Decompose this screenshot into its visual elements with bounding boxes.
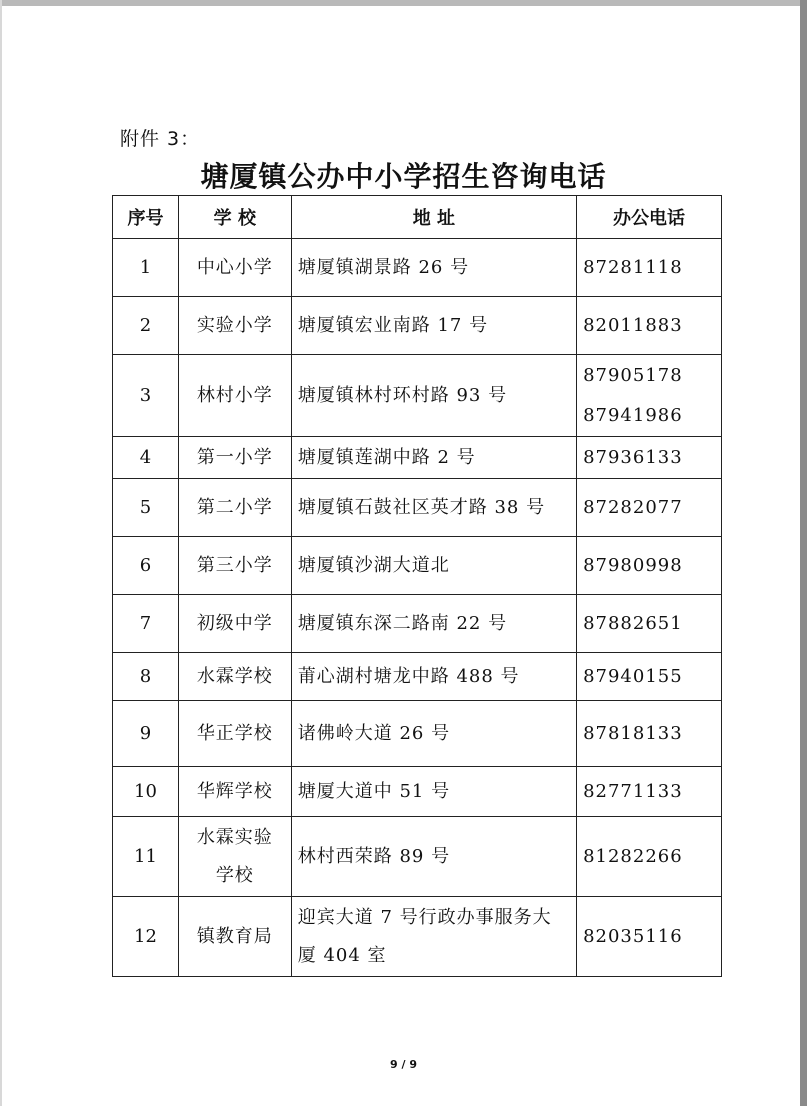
table-row [113, 767, 722, 817]
row-address: 塘厦镇湖景路 26 号 [291, 239, 576, 297]
row-address: 诸佛岭大道 26 号 [291, 701, 576, 767]
row-seq: 7 [113, 595, 179, 653]
row-seq: 1 [113, 239, 179, 297]
phone-number: 82035116 [583, 925, 683, 947]
row-school: 第一小学 [178, 437, 291, 479]
phone-number: 87980998 [583, 554, 683, 576]
phone-number: 87882651 [583, 612, 683, 634]
table-row [113, 817, 722, 897]
row-seq: 8 [113, 653, 179, 701]
row-phone [577, 767, 722, 817]
row-school: 中心小学 [178, 239, 291, 297]
table-row [113, 355, 722, 437]
row-address: 塘厦镇沙湖大道北 [291, 537, 576, 595]
row-seq: 4 [113, 437, 179, 479]
row-seq: 9 [113, 701, 179, 767]
row-address: 塘厦镇林村环村路 93 号 [291, 355, 576, 437]
row-phone [577, 701, 722, 767]
row-phone [577, 537, 722, 595]
row-address: 林村西荣路 89 号 [291, 817, 576, 897]
row-address: 迎宾大道 7 号行政办事服务大厦 404 室 [291, 897, 576, 977]
row-school: 林村小学 [178, 355, 291, 437]
row-phone [577, 355, 722, 437]
row-phone [577, 297, 722, 355]
row-school: 华正学校 [178, 701, 291, 767]
row-seq: 10 [113, 767, 179, 817]
row-seq: 3 [113, 355, 179, 437]
row-address: 塘厦镇莲湖中路 2 号 [291, 437, 576, 479]
row-school: 实验小学 [178, 297, 291, 355]
row-phone [577, 653, 722, 701]
row-seq: 6 [113, 537, 179, 595]
row-phone [577, 817, 722, 897]
row-address: 塘厦镇石鼓社区英才路 38 号 [291, 479, 576, 537]
table-header-row [113, 196, 722, 239]
row-seq: 2 [113, 297, 179, 355]
row-school: 第二小学 [178, 479, 291, 537]
row-phone [577, 479, 722, 537]
table-row [113, 239, 722, 297]
row-address: 塘厦大道中 51 号 [291, 767, 576, 817]
row-school: 水霖实验学校 [178, 817, 291, 897]
row-address: 塘厦镇东深二路南 22 号 [291, 595, 576, 653]
row-phone [577, 897, 722, 977]
row-school: 初级中学 [178, 595, 291, 653]
contacts-table [112, 195, 722, 977]
header-seq: 序号 [113, 196, 179, 239]
phone-number: 87940155 [583, 665, 683, 687]
table-row [113, 297, 722, 355]
row-address: 塘厦镇宏业南路 17 号 [291, 297, 576, 355]
phone-number: 87818133 [583, 722, 683, 744]
table-row [113, 537, 722, 595]
table-body [113, 239, 722, 977]
attachment-label: 附件 3： [120, 128, 201, 150]
row-phone [577, 595, 722, 653]
phone-number: 87905178 [583, 364, 683, 386]
row-school: 水霖学校 [178, 653, 291, 701]
row-address: 莆心湖村塘龙中路 488 号 [291, 653, 576, 701]
table-row [113, 595, 722, 653]
phone-number: 87936133 [583, 446, 683, 468]
table-row [113, 437, 722, 479]
table-row [113, 701, 722, 767]
page-title: 塘厦镇公办中小学招生咨询电话 [200, 160, 607, 193]
row-school: 镇教育局 [178, 897, 291, 977]
table-row [113, 653, 722, 701]
phone-number: 82771133 [583, 780, 683, 802]
row-phone [577, 239, 722, 297]
table-row [113, 897, 722, 977]
page-frame-top [0, 0, 807, 6]
row-seq: 11 [113, 817, 179, 897]
phone-number: 87281118 [583, 256, 683, 278]
row-phone [577, 437, 722, 479]
page-number: 9 / 9 [390, 1058, 417, 1071]
row-seq: 12 [113, 897, 179, 977]
phone-number: 81282266 [583, 845, 683, 867]
phone-number: 87941986 [583, 404, 683, 426]
header-phone: 办公电话 [577, 196, 722, 239]
row-seq: 5 [113, 479, 179, 537]
header-school: 学 校 [178, 196, 291, 239]
row-school: 第三小学 [178, 537, 291, 595]
phone-number: 87282077 [583, 496, 683, 518]
row-school: 华辉学校 [178, 767, 291, 817]
table-row [113, 479, 722, 537]
phone-number: 82011883 [583, 314, 683, 336]
header-address: 地 址 [291, 196, 576, 239]
